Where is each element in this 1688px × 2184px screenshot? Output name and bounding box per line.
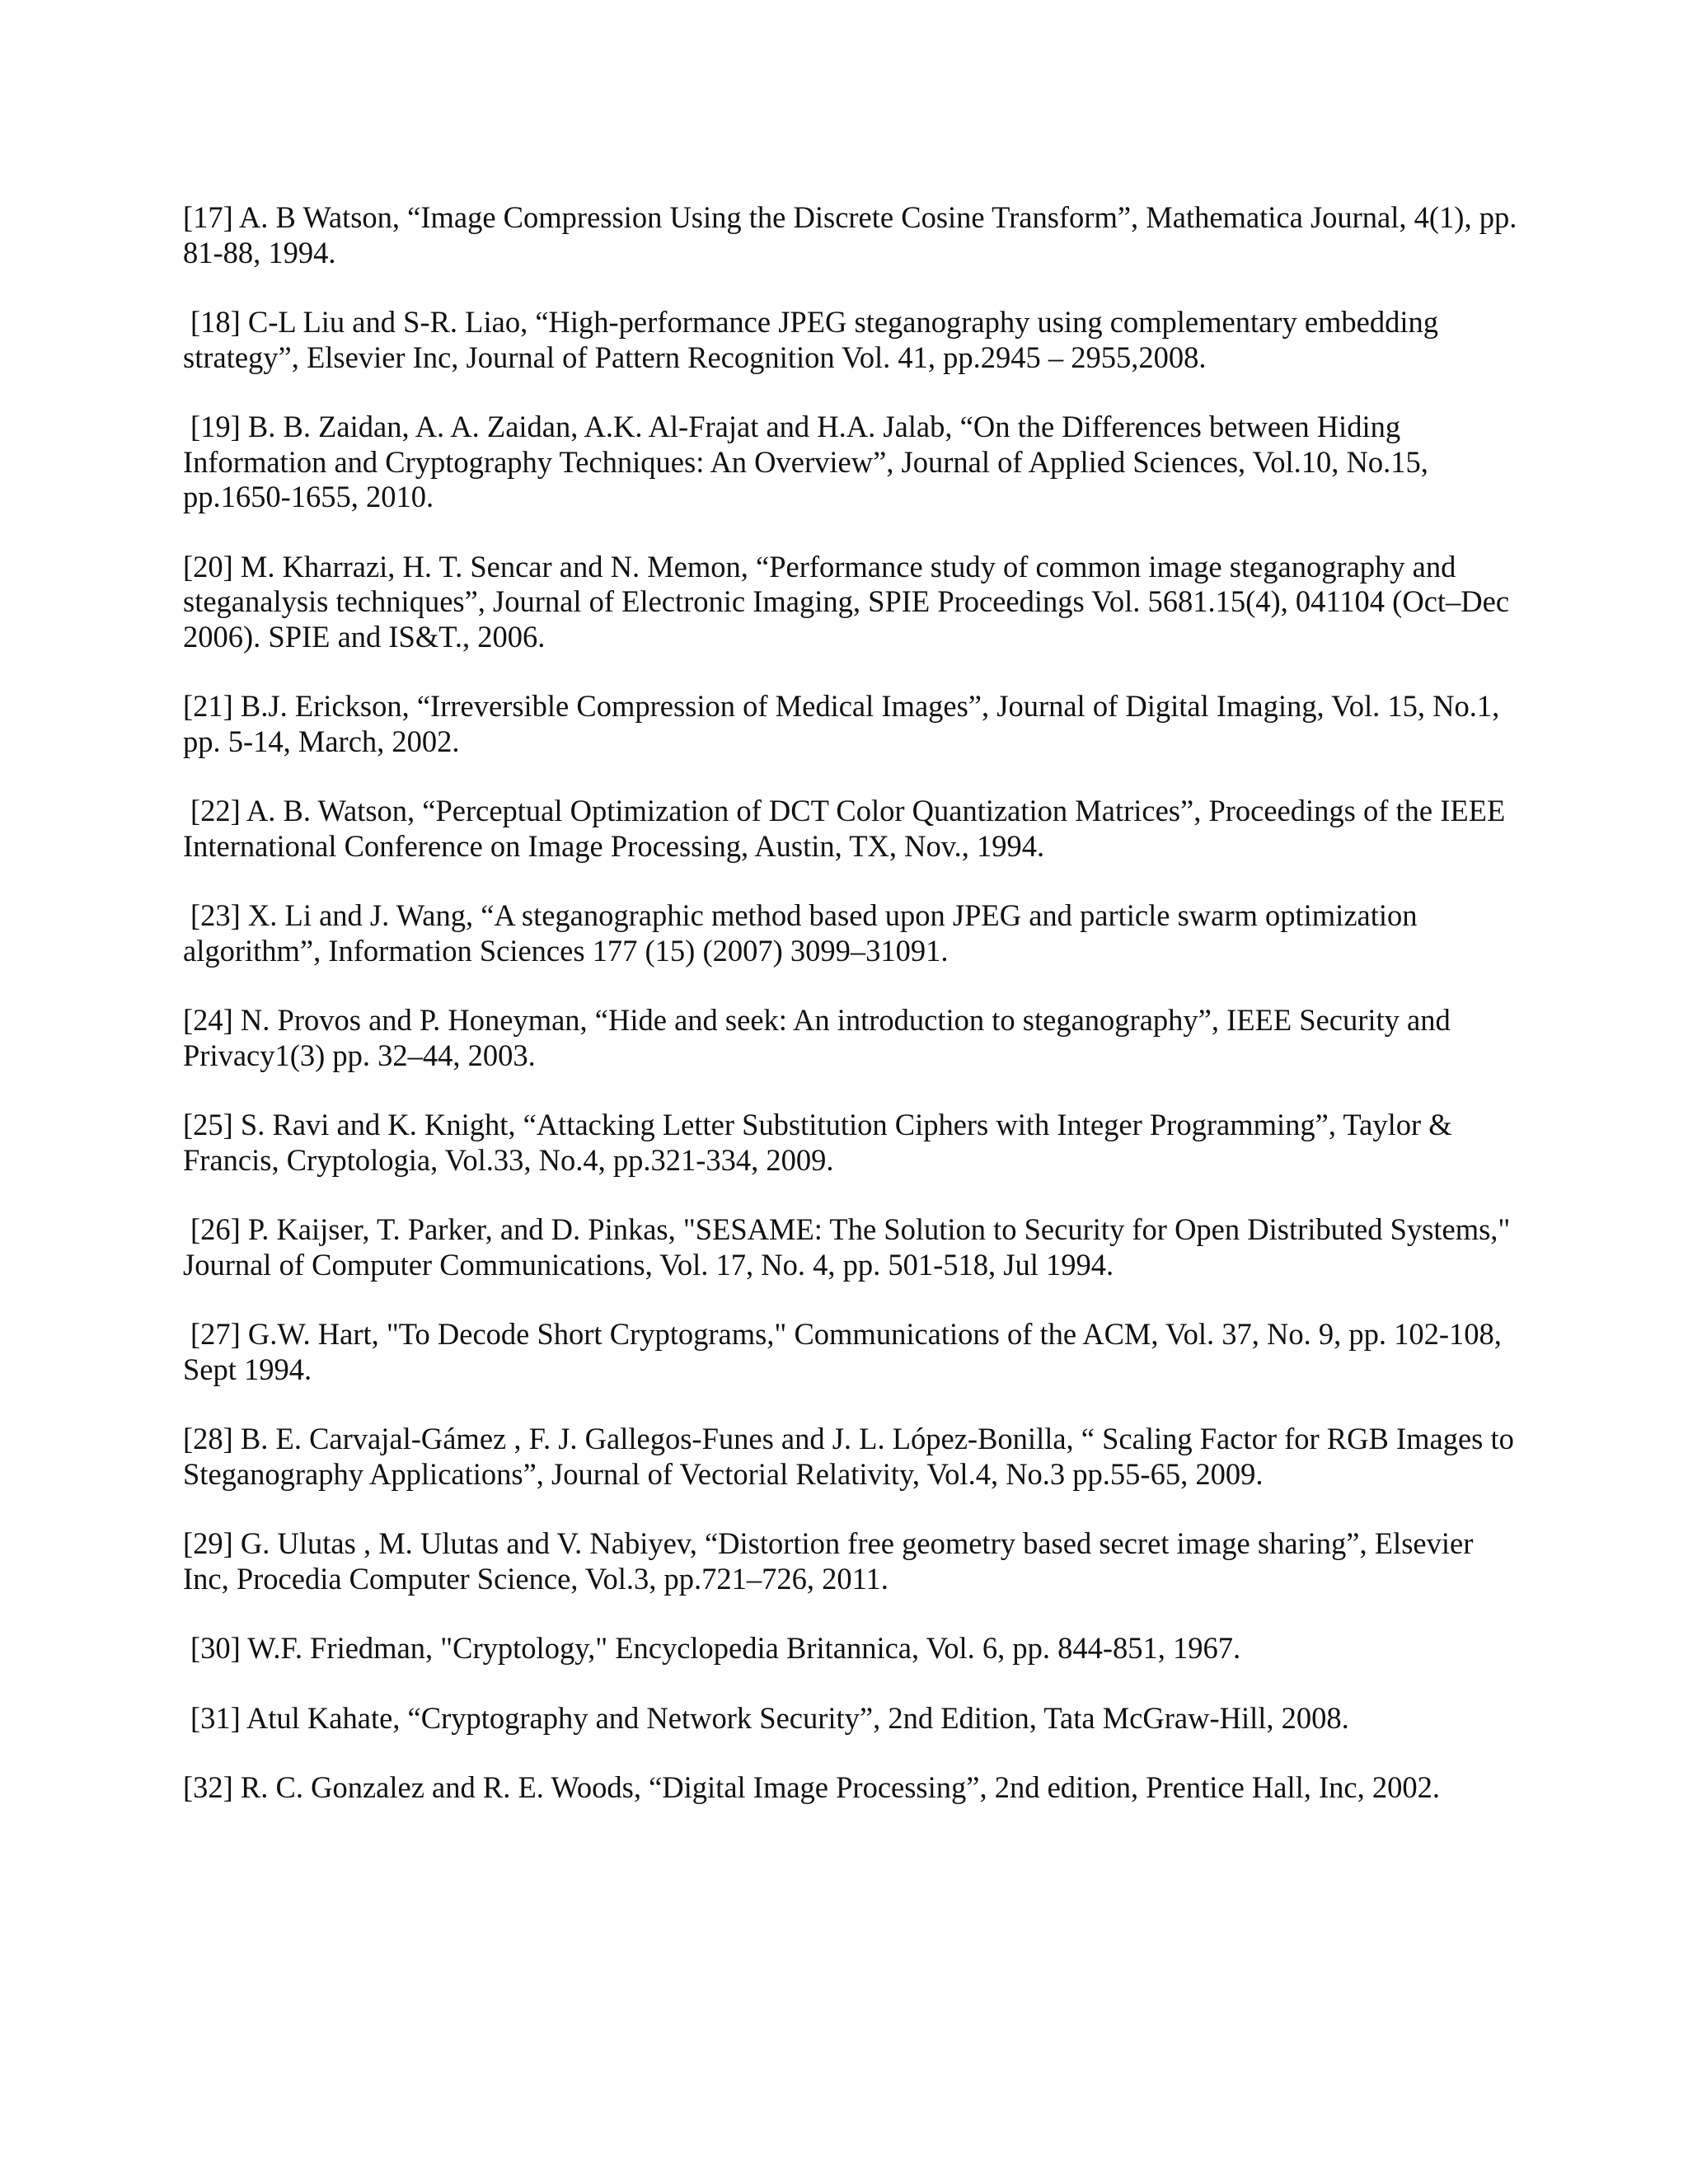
reference-24: [24] N. Provos and P. Honeyman, “Hide and seek: An introduction to steganography”, IEEE Security and Privacy1(3) pp. 32–44, 2003. — [183, 1003, 1451, 1072]
reference-list — [183, 200, 1518, 1840]
reference-26: [26] P. Kaijser, T. Parker, and D. Pinkas, "SESAME: The Solution to Security for Open Distributed Systems," Journal of Computer Communications, Vol. 17, No. 4, pp. 501-518, Jul 1994. — [183, 1212, 1511, 1282]
reference-30: [30] W.F. Friedman, "Cryptology," Encyclopedia Britannica, Vol. 6, pp. 844-851, 1967. — [190, 1631, 1241, 1665]
reference-17: [17] A. B Watson, “Image Compression Using the Discrete Cosine Transform”, Mathematica Journal, 4(1), pp. 81-88, 1994. — [183, 200, 1517, 269]
reference-23: [23] X. Li and J. Wang, “A steganographic method based upon JPEG and particle swarm optimization algorithm”, Information Sciences 177 (15) (2007) 3099–31091. — [183, 898, 1418, 968]
reference-29: [29] G. Ulutas , M. Ulutas and V. Nabiyev, “Distortion free geometry based secret image sharing”, Elsevier Inc, Procedia Computer Science, Vol.3, pp.721–726, 2011. — [183, 1526, 1474, 1596]
reference-32: [32] R. C. Gonzalez and R. E. Woods, “Digital Image Processing”, 2nd edition, Prentice Hall, Inc, 2002. — [183, 1770, 1440, 1804]
reference-25: [25] S. Ravi and K. Knight, “Attacking Letter Substitution Ciphers with Integer Programming”, Taylor & Francis, Cryptologia, Vol.33, No.4, pp.321-334, 2009. — [183, 1108, 1452, 1177]
reference-22: [22] A. B. Watson, “Perceptual Optimization of DCT Color Quantization Matrices”, Proceedings of the IEEE International Conference on Image Processing, Austin, TX, Nov., 1994. — [183, 794, 1506, 863]
reference-28: [28] B. E. Carvajal-Gámez , F. J. Gallegos-Funes and J. L. López-Bonilla, “ Scaling Factor for RGB Images to Steganography Applications”, Journal of Vectorial Relativity, Vol.4, No.3 pp.55-65, 2009. — [183, 1422, 1514, 1491]
reference-19: [19] B. B. Zaidan, A. A. Zaidan, A.K. Al-Frajat and H.A. Jalab, “On the Differences between Hiding Information and Cryptography Techniques: An Overview”, Journal of Applied Sciences, Vol.10, No.15, pp.1650-1655, 2010. — [183, 410, 1428, 513]
reference-31: [31] Atul Kahate, “Cryptography and Network Security”, 2nd Edition, Tata McGraw-Hill, 2008. — [190, 1700, 1349, 1735]
reference-21: [21] B.J. Erickson, “Irreversible Compression of Medical Images”, Journal of Digital Imaging, Vol. 15, No.1, pp. 5-14, March, 2002. — [183, 689, 1500, 758]
reference-18: [18] C-L Liu and S-R. Liao, “High-performance JPEG steganography using complementary embedding strategy”, Elsevier Inc, Journal of Pattern Recognition Vol. 41, pp.2945 – 2955,2008. — [183, 305, 1439, 374]
reference-27: [27] G.W. Hart, "To Decode Short Cryptograms," Communications of the ACM, Vol. 37, No. 9, pp. 102-108, Sept 1994. — [183, 1317, 1502, 1386]
reference-20: [20] M. Kharrazi, H. T. Sencar and N. Memon, “Performance study of common image steganography and steganalysis techniques”, Journal of Electronic Imaging, SPIE Proceedings Vol. 5681.15(4), 041104 (Oct–Dec 2006). SPIE and IS&T., 2006. — [183, 549, 1510, 654]
